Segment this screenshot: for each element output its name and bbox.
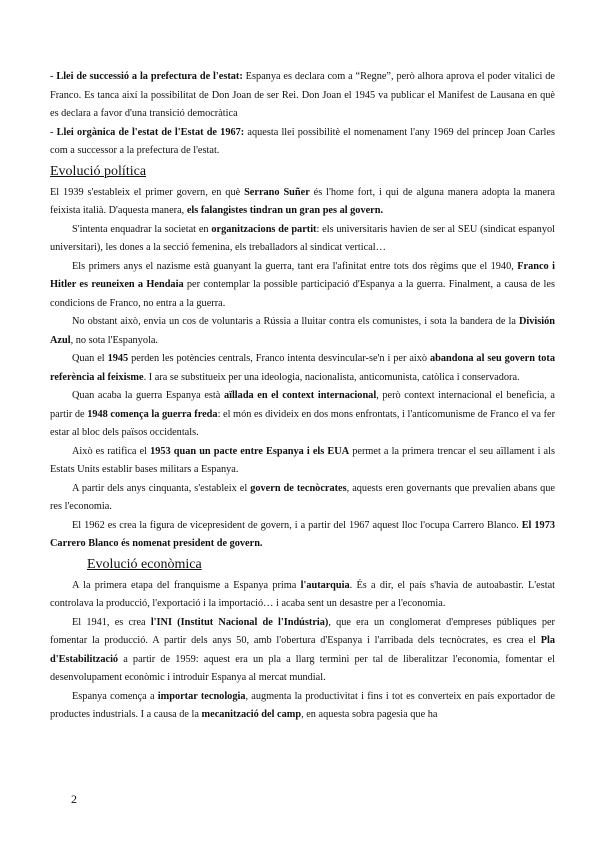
text-run: permet a la primera trencar el seu aïllament i als Estats Units establir bases militars a Espanya. bbox=[50, 445, 555, 475]
text-run: . I ara se substitueix per una ideologia, nacionalista, anticomunista, catòlica i conservadora. bbox=[143, 371, 520, 383]
text-run: El 1962 es crea la figura de vicepresident de govern, i a partir del 1967 aquest lloc l'ocupa Carrero Blanco. bbox=[72, 519, 522, 531]
text-run: per contemplar la possible participació d'Espanya a la guerra. Finalment, a causa de les condicions de Franco, no entra a la guerra. bbox=[50, 279, 555, 309]
bold-text: Llei de successió a la prefectura de l'estat: bbox=[56, 71, 243, 82]
text-run: - bbox=[50, 71, 57, 82]
bold-text: govern de tecnòcrates bbox=[250, 482, 347, 494]
text-run: perden les potències centrals, Franco intenta desvincular-se'n i per això bbox=[128, 353, 430, 364]
paragraph bbox=[50, 221, 555, 258]
text-run: , no sota l'Espanyola. bbox=[70, 334, 158, 346]
bold-text: 1948 comença la guerra freda bbox=[87, 408, 218, 420]
text-run: El 1941, es crea bbox=[72, 616, 151, 628]
text-run: Quan acaba la guerra Espanya està bbox=[72, 390, 224, 401]
bold-text: aïllada en el context internacional bbox=[223, 390, 377, 401]
bold-text: 1945 bbox=[107, 353, 129, 364]
text-run: Els primers anys el nazisme està guanyant la guerra, tant era l'afinitat entre tots dos règims que el 1940, bbox=[72, 260, 518, 272]
text-run: , augmenta la productivitat i fins i tot es converteix en país exportador de productes industrials. I a causa de la bbox=[50, 690, 556, 720]
bold-text: mecanització del camp bbox=[201, 709, 302, 720]
bold-text: els falangistes tindran un gran pes al govern. bbox=[186, 205, 384, 216]
text-run: A la primera etapa del franquisme a Espanya prima bbox=[72, 579, 301, 591]
bold-text: División Azul bbox=[50, 316, 555, 346]
text-run: , en aquesta sobra pagesia que ha bbox=[301, 709, 438, 720]
paragraph bbox=[50, 313, 555, 350]
text-run: Això es ratifica el bbox=[72, 445, 151, 457]
paragraph bbox=[50, 688, 555, 725]
document-body bbox=[50, 68, 555, 725]
paragraph bbox=[50, 68, 555, 124]
paragraph bbox=[50, 387, 555, 443]
paragraph bbox=[50, 124, 555, 161]
bold-text: Pla d'Estabilització bbox=[50, 635, 555, 665]
bold-text: abandona al seu govern tota referència al feixisme bbox=[50, 353, 556, 383]
text-run: , aquests eren governants que prevalien abans que res l'economia. bbox=[50, 482, 556, 512]
section-heading: Evolució econòmica bbox=[87, 556, 202, 572]
section-heading: Evolució política bbox=[50, 163, 147, 179]
paragraph bbox=[50, 443, 555, 480]
paragraph bbox=[50, 614, 555, 688]
text-run: . És a dir, el país s'havia de autoabastir. L'estat controlava la producció, l'exportació i la importació… i acaba sent un desastre per a l'economia. bbox=[50, 579, 555, 609]
text-run: - bbox=[50, 126, 57, 138]
text-run: , però context internacional el beneficia, a partir de bbox=[50, 390, 555, 420]
text-run: Espanya es declara com a “Regne”, però alhora aprova el poder vitalici de Franco. Es tanca així la possibilitat de Don Joan de ser Rei. Don Joan el 1945 va publicar el Manifest de Lausana en què es declara a favor d'una transició democràtica bbox=[50, 71, 555, 119]
text-run: Espanya comença a bbox=[72, 690, 158, 702]
text-run: : el món es divideix en dos mons enfrontats, i l'anticomunisme de Franco el va fer estar al bloc dels països occidentals. bbox=[50, 408, 555, 438]
text-run: a partir de 1959: aquest era un pla a llarg termini per tal de liberalitzar l'economia, fomentar el desenvolupament econòmic i introduir Espanya al mercat mundial. bbox=[50, 653, 555, 683]
bold-text: organitzacions de partit bbox=[211, 223, 317, 235]
bold-text: Serrano Suñer bbox=[244, 186, 310, 198]
text-run: és l'home fort, i qui de alguna manera adopta la manera feixista italià. D'aquesta manera, bbox=[50, 186, 555, 216]
bold-text: 1953 quan un pacte entre Espanya i els EUA bbox=[150, 445, 350, 457]
paragraph bbox=[50, 517, 555, 554]
text-run: El 1939 s'estableix el primer govern, en què bbox=[50, 186, 245, 198]
paragraph bbox=[50, 258, 555, 314]
text-run: : els universitaris havien de ser al SEU (sindicat espanyol universitari), les dones a la secció femenina, els treballadors al sindicat vertical… bbox=[50, 223, 555, 253]
bold-text: l'autarquia bbox=[300, 579, 350, 591]
paragraph bbox=[50, 577, 555, 614]
bold-text: El 1973 Carrero Blanco és nomenat president de govern. bbox=[50, 519, 555, 549]
bold-text: Llei orgànica de l'estat de l'Estat de 1967: bbox=[56, 126, 245, 138]
bold-text: importar tecnologia bbox=[157, 690, 246, 702]
text-run: Quan el bbox=[72, 353, 108, 364]
text-run: S'intenta enquadrar la societat en bbox=[72, 223, 212, 235]
page-number: 2 bbox=[71, 792, 77, 806]
text-run: aquesta llei possibilitè el nomenament l'any 1969 del príncep Joan Carles com a successor a la prefectura de l'estat. bbox=[50, 126, 555, 156]
bold-text: Franco i Hitler es reuneixen a Hendaia bbox=[50, 260, 555, 290]
paragraph bbox=[50, 350, 555, 387]
text-run: No obstant això, envia un cos de voluntaris a Rússia a lluitar contra els comunistes, i sota la bandera de la bbox=[72, 316, 519, 327]
paragraph bbox=[50, 480, 555, 517]
text-run: , que era un conglomerat d'empreses públiques per fomentar la producció. A partir dels anys 50, amb l'obertura d'Espanya i l'arribada dels tecnòcrates, es crea el bbox=[50, 616, 555, 646]
bold-text: l'INI (Institut Nacional de l'Indústria) bbox=[150, 616, 329, 628]
paragraph bbox=[50, 184, 555, 221]
text-run: A partir dels anys cinquanta, s'estableix el bbox=[72, 482, 251, 494]
